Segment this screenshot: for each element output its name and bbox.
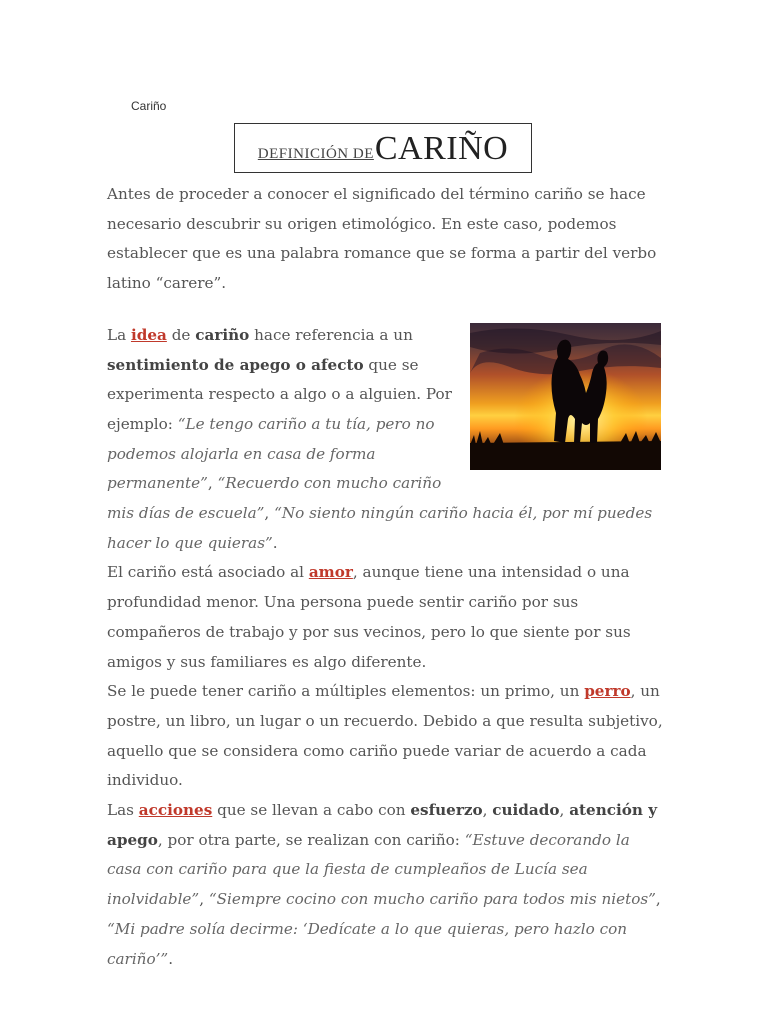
text-run: hace referencia a un	[249, 325, 413, 344]
header-label: Cariño	[131, 99, 167, 113]
page-title	[234, 123, 532, 173]
bold-cuidado: cuidado	[492, 801, 560, 820]
article-body	[107, 180, 667, 974]
link-amor[interactable]: amor	[308, 563, 353, 582]
example-quote: “Recuerdo con mucho cariño mis días de escuela”	[107, 474, 442, 523]
bold-carino: cariño	[195, 325, 250, 344]
text-run: ,	[207, 474, 218, 493]
example-quote: “Estuve decorando la casa con cariño para que la fiesta de cumpleaños de Lucía sea inolvidable”	[107, 830, 630, 909]
couple-silhouette-sunset-photo	[470, 323, 661, 470]
example-quote: “No siento ningún cariño hacia él, por mí puedes hacer lo que quieras”	[107, 504, 653, 552]
text-run: Se le puede tener cariño a múltiples elementos: un primo, un	[107, 682, 585, 701]
silhouette-graphic	[470, 323, 661, 470]
text-run: ,	[264, 504, 275, 523]
text-run: El cariño está asociado al	[107, 563, 309, 582]
paragraph-elementos	[107, 677, 667, 796]
text-run: ,	[482, 801, 493, 820]
text-run: que se llevan a cabo con	[212, 801, 411, 820]
text-run: , por otra parte, se realizan con cariño:	[157, 830, 465, 849]
text-run: que se experimenta respecto a algo o a alguien. Por ejemplo:	[107, 355, 452, 433]
example-quote: “Siempre cocino con mucho cariño para todos mis nietos”	[208, 890, 656, 909]
title-prefix: DEFINICIÓN DE	[257, 146, 374, 162]
intro-paragraph: Antes de proceder a conocer el significado del término cariño se hace necesario descubrir su origen etimológico. En este caso, podemos establecer que es una palabra romance que se forma a partir del verbo latino “carere”.	[107, 185, 657, 293]
bold-atencion-apego: atención y apego	[107, 801, 658, 849]
text-run: , aunque tiene una intensidad o una profundidad menor. Una persona puede sentir cariño por sus compañeros de trabajo y por sus vecinos, pero lo que siente por sus amigos y sus familiares es algo diferente.	[107, 563, 631, 671]
title-main: CARIÑO	[374, 130, 509, 167]
text-run: , un postre, un libro, un lugar o un recuerdo. Debido a que resulta subjetivo, aquello que se considera como cariño puede variar de acuerdo a cada individuo.	[107, 682, 663, 790]
text-run: .	[168, 949, 174, 968]
bold-esfuerzo: esfuerzo	[410, 801, 483, 820]
paragraph-acciones	[107, 796, 667, 974]
text-run: .	[272, 533, 278, 552]
text-run: La	[107, 325, 131, 344]
example-quote: “Le tengo cariño a tu tía, pero no podemos alojarla en casa de forma permanente”	[107, 414, 435, 493]
example-quote: “Mi padre solía decirme: ‘Dedícate a lo que quieras, pero hazlo con cariño’”	[107, 919, 628, 968]
link-acciones[interactable]: acciones	[138, 801, 213, 820]
text-run: ,	[559, 801, 570, 820]
bold-sentimiento: sentimiento de apego o afecto	[107, 355, 364, 374]
paragraph-amor	[107, 558, 667, 677]
text-run: de	[166, 325, 196, 344]
link-idea[interactable]: idea	[130, 325, 167, 344]
text-run: ,	[655, 890, 661, 909]
link-perro[interactable]: perro	[584, 682, 631, 701]
text-run: Las	[107, 801, 139, 820]
text-run: ,	[199, 890, 209, 909]
